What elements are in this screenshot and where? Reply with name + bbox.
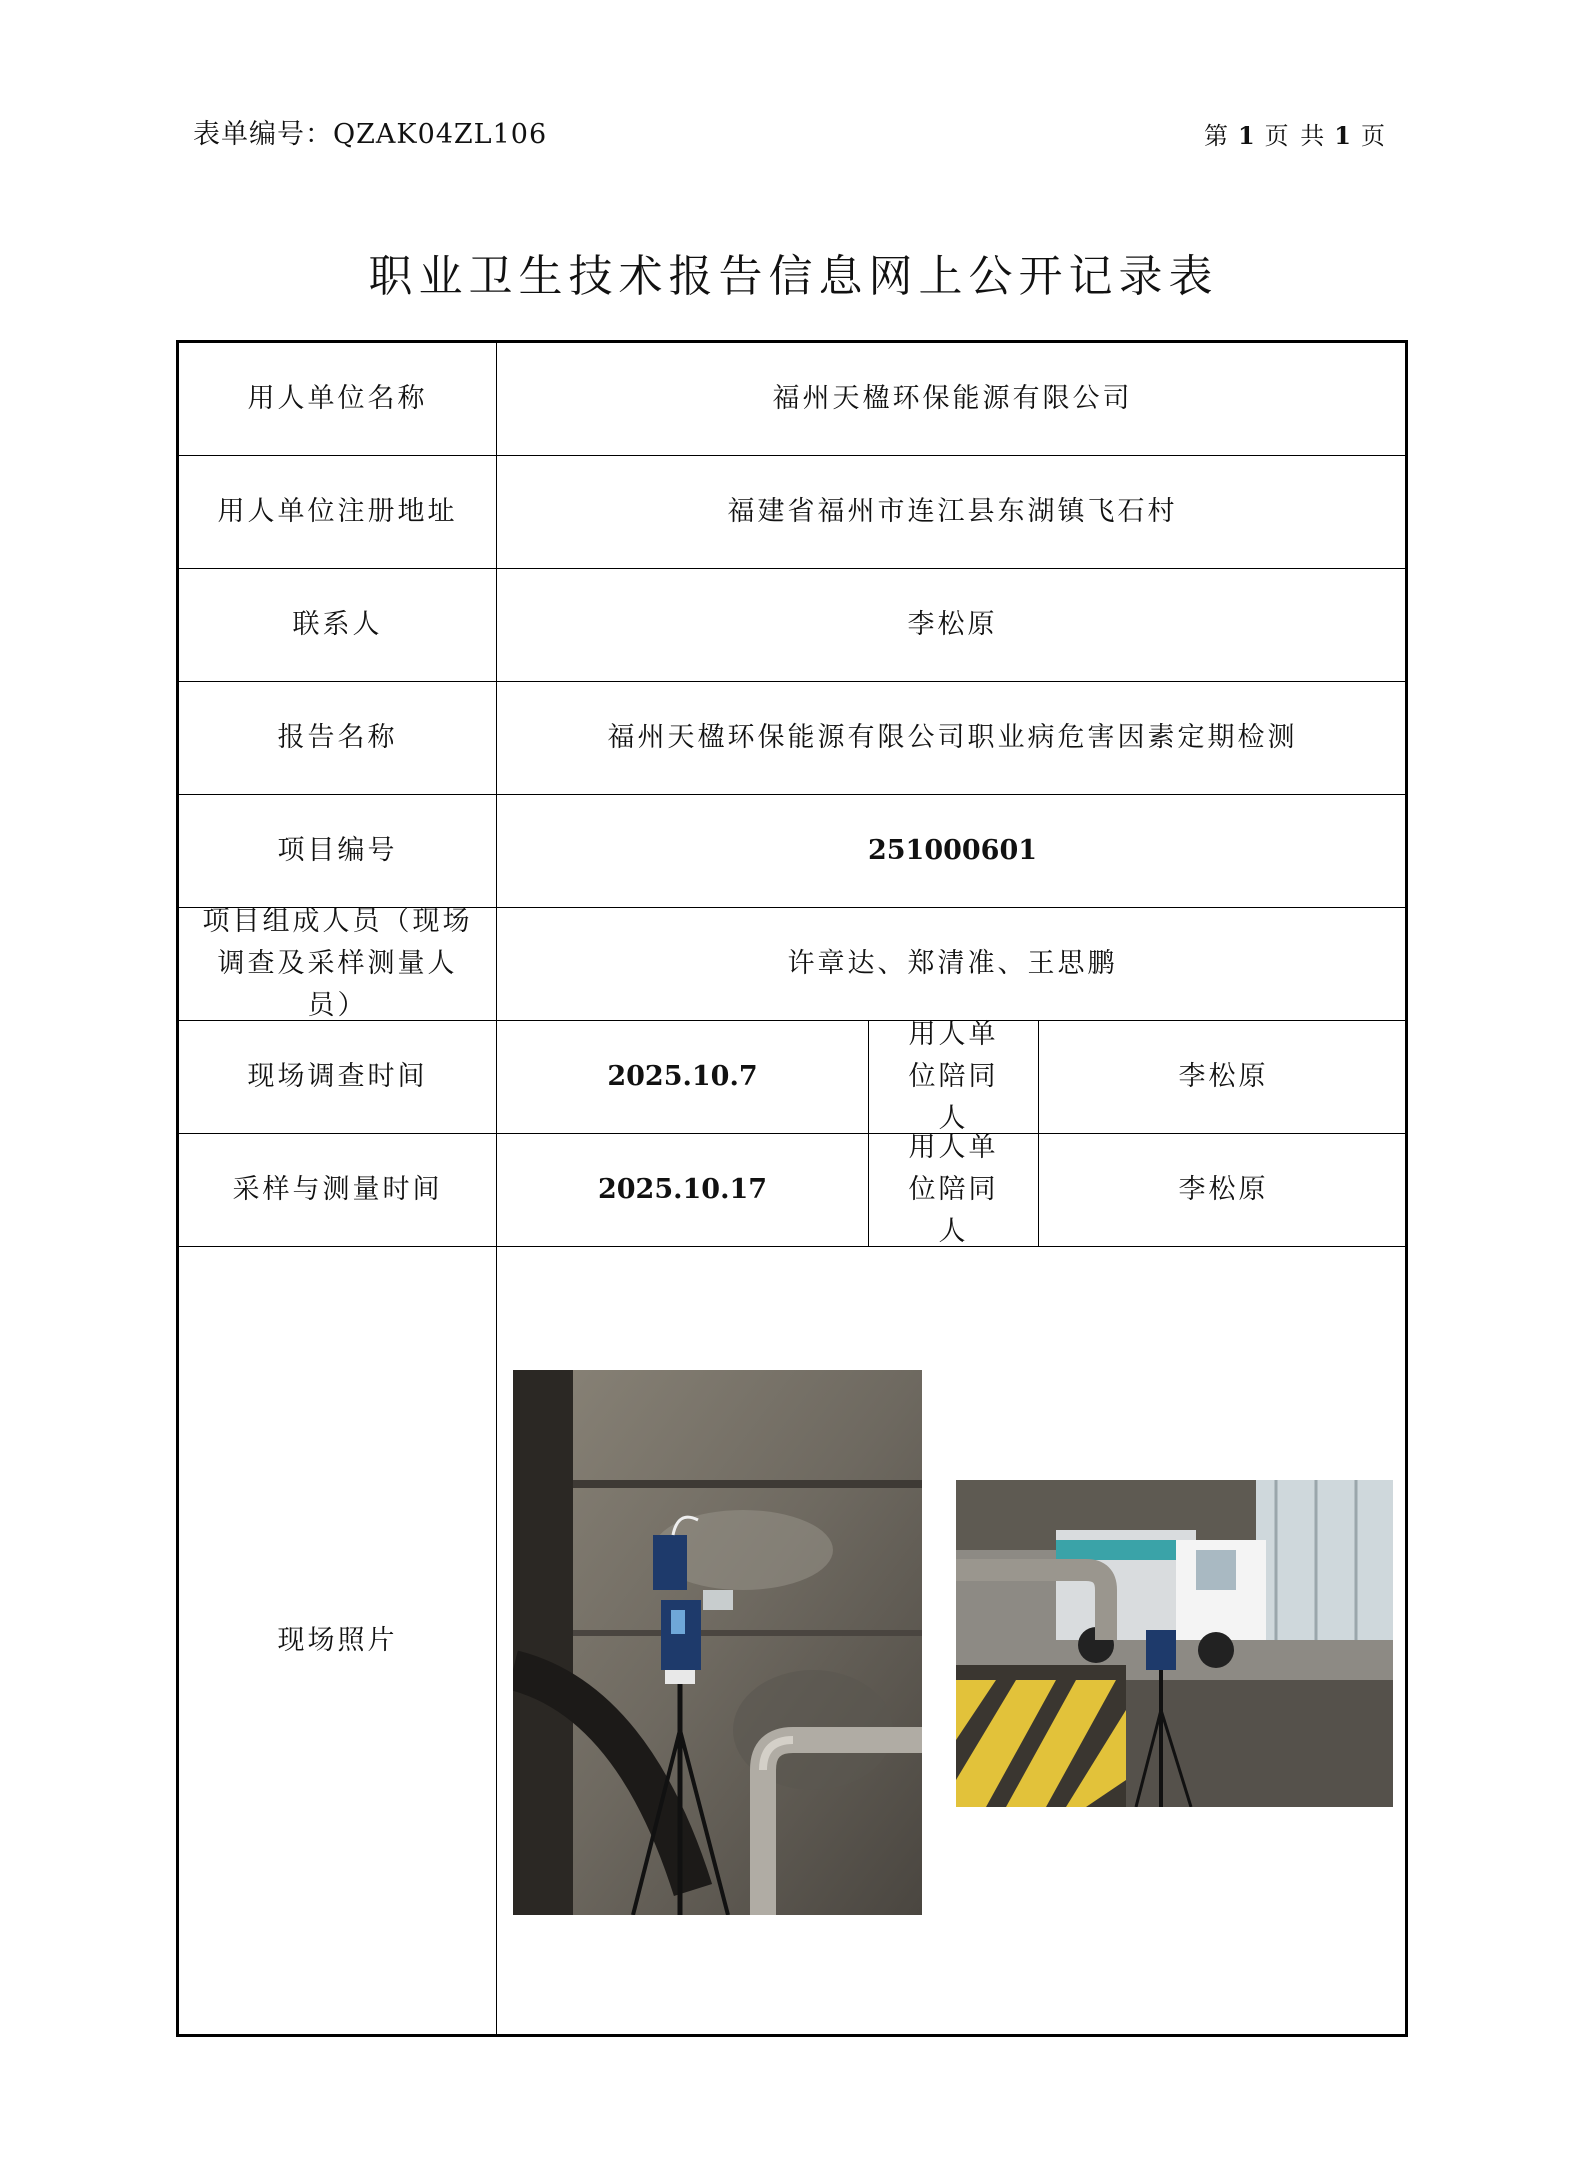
form-number-label: 表单编号： xyxy=(193,119,333,150)
employer-name-value: 福州天楹环保能源有限公司 xyxy=(772,383,1133,414)
project-number-label: 项目编号 xyxy=(179,795,497,907)
contact-person-value: 李松原 xyxy=(907,609,998,640)
row-employer-name xyxy=(179,343,1405,456)
site-survey-companion: 李松原 xyxy=(1178,1061,1269,1092)
form-number xyxy=(193,112,547,151)
photos-label: 现场照片 xyxy=(179,1247,497,2034)
page-total: 1 xyxy=(1334,121,1353,150)
site-photo-truck xyxy=(956,1480,1393,1807)
row-project-members xyxy=(179,908,1405,1021)
project-number-value: 251000601 xyxy=(867,835,1038,866)
project-members-value: 许章达、郑清准、王思鹏 xyxy=(787,948,1118,979)
sampling-companion: 李松原 xyxy=(1178,1174,1269,1205)
page-current: 1 xyxy=(1237,121,1257,150)
site-survey-label: 现场调查时间 xyxy=(179,1021,497,1133)
record-table xyxy=(176,340,1408,2037)
report-name-value: 福州天楹环保能源有限公司职业病危害因素定期检测 xyxy=(607,722,1298,753)
sampling-date: 2025.10.17 xyxy=(497,1134,869,1246)
registered-address-value: 福建省福州市连江县东湖镇飞石村 xyxy=(727,496,1178,527)
row-project-number xyxy=(179,795,1405,908)
project-members-label: 项目组成人员（现场调查及采样测量人员） xyxy=(179,908,497,1020)
page-title: 职业卫生技术报告信息网上公开记录表 xyxy=(368,251,1219,302)
site-photo-interior xyxy=(513,1370,922,1915)
contact-person-label: 联系人 xyxy=(179,569,497,681)
page-indicator xyxy=(1204,116,1387,151)
row-report-name xyxy=(179,682,1405,795)
form-number-value: QZAK04ZL106 xyxy=(333,119,548,150)
photos-area xyxy=(497,1247,1408,2034)
page-prefix: 第 xyxy=(1203,122,1230,150)
row-photos xyxy=(179,1247,1405,2034)
employer-name-label: 用人单位名称 xyxy=(179,343,497,455)
row-sampling xyxy=(179,1134,1405,1247)
row-contact-person xyxy=(179,569,1405,682)
sampling-companion-label: 用人单位陪同人 xyxy=(869,1134,1039,1246)
row-registered-address xyxy=(179,456,1405,569)
row-site-survey xyxy=(179,1021,1405,1134)
site-survey-companion-label: 用人单位陪同人 xyxy=(869,1021,1039,1133)
page-suffix: 页 xyxy=(1361,122,1387,150)
report-name-label: 报告名称 xyxy=(179,682,497,794)
registered-address-label: 用人单位注册地址 xyxy=(179,456,497,568)
site-survey-date: 2025.10.7 xyxy=(497,1021,869,1133)
sampling-label: 采样与测量时间 xyxy=(179,1134,497,1246)
page-middle: 页 共 xyxy=(1264,122,1327,150)
